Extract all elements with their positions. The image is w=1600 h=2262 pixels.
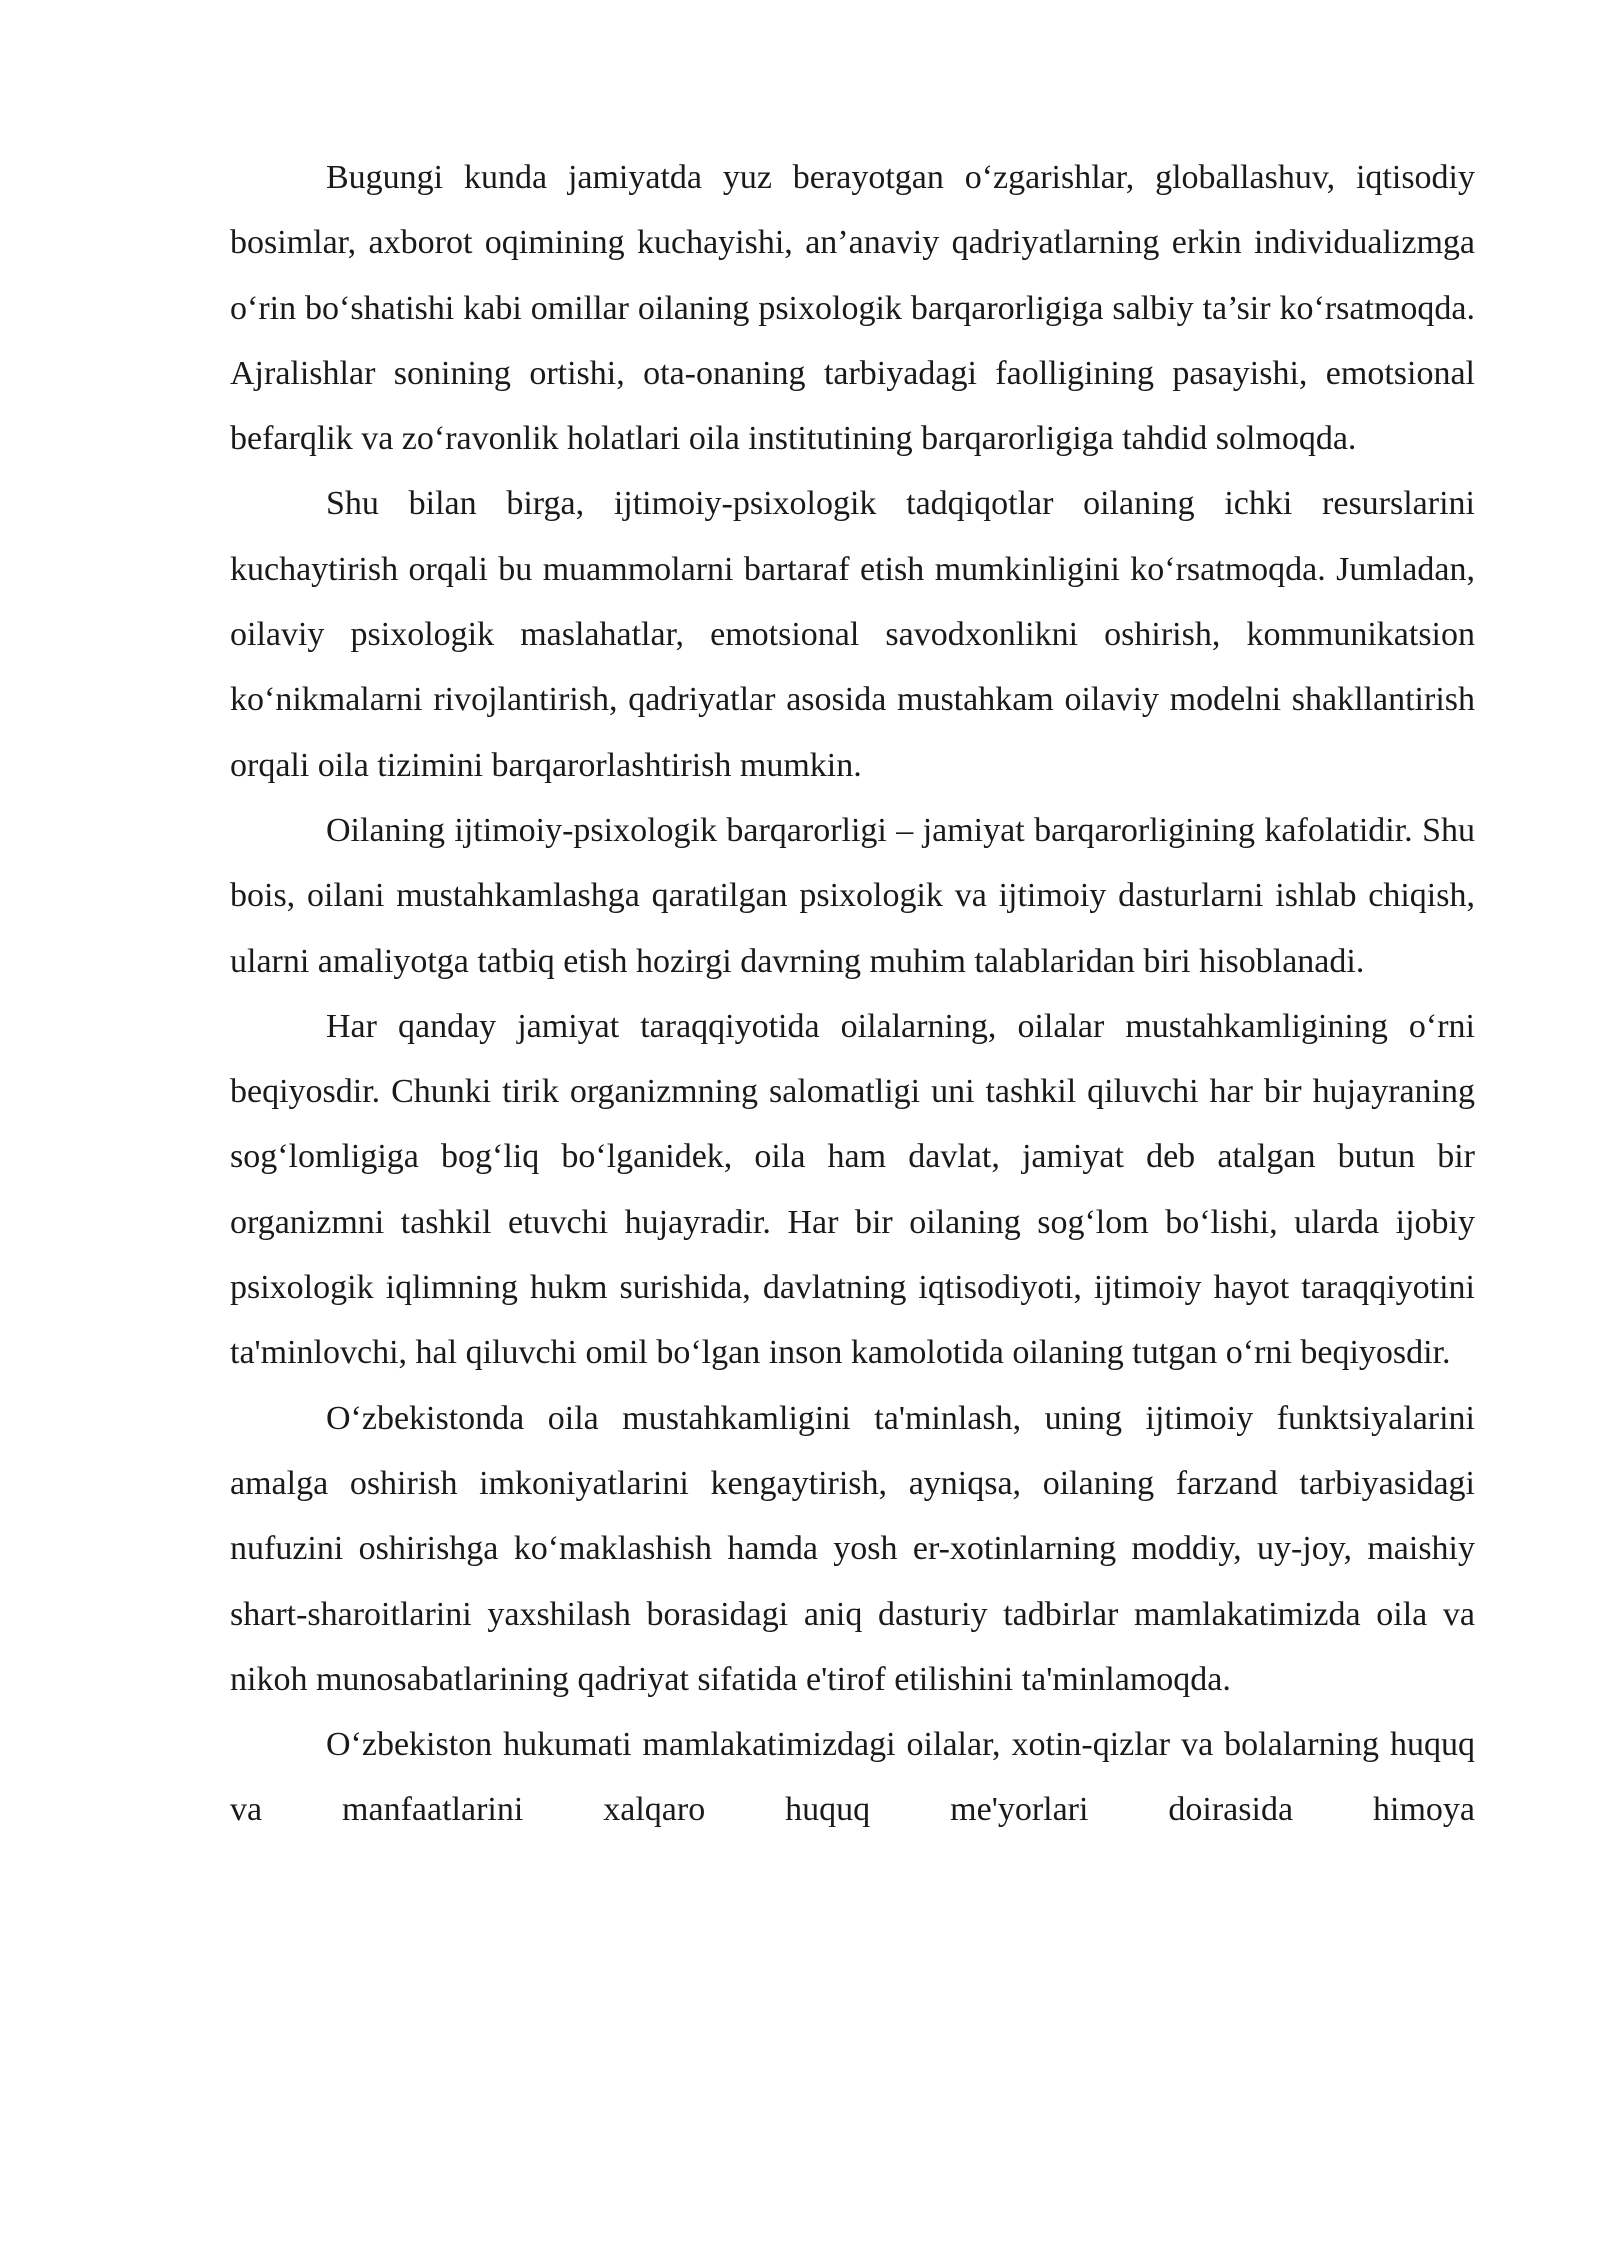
paragraph-1: Bugungi kunda jamiyatda yuz berayotgan o‘zgarishlar, globallashuv, iqtisodiy bosimlar, axborot oqimining kuchayishi, an’anaviy qadriyatlarning erkin individualizmga o‘rin bo‘shatishi kabi omillar oilaning psixologik barqarorligiga salbiy ta’sir ko‘rsatmoqda. Ajralishlar sonining ortishi, ota-onaning tarbiyadagi faolligining pasayishi, emotsional befarqlik va zo‘ravonlik holatlari oila institutining barqarorligiga tahdid solmoqda. [230,159,1475,458]
paragraph-6: O‘zbekiston hukumati mamlakatimizdagi oilalar, xotin-qizlar va bolalarning huquq va manfaatlarini xalqaro huquq me'yorlari doirasida himoya [230,1726,1475,1829]
document-body [230,145,1475,1843]
paragraph-2: Shu bilan birga, ijtimoiy-psixologik tadqiqotlar oilaning ichki resurslarini kuchaytirish orqali bu muammolarni bartaraf etish mumkinligini ko‘rsatmoqda. Jumladan, oilaviy psixologik maslahatlar, emotsional savodxonlikni oshirish, kommunikatsion ko‘nikmalarni rivojlantirish, qadriyatlar asosida mustahkam oilaviy modelni shakllantirish orqali oila tizimini barqarorlashtirish mumkin. [230,485,1475,784]
paragraph-5: O‘zbekistonda oila mustahkamligini ta'minlash, uning ijtimoiy funktsiyalarini amalga oshirish imkoniyatlarini kengaytirish, ayniqsa, oilaning farzand tarbiyasidagi nufuzini oshirishga ko‘maklashish hamda yosh er-xotinlarning moddiy, uy-joy, maishiy shart-sharoitlarini yaxshilash borasidagi aniq dasturiy tadbirlar mamlakatimizda oila va nikoh munosabatlarining qadriyat sifatida e'tirof etilishini ta'minlamoqda. [230,1399,1475,1698]
paragraph-4: Har qanday jamiyat taraqqiyotida oilalarning, oilalar mustahkamligining o‘rni beqiyosdir. Chunki tirik organizmning salomatligi uni tashkil qiluvchi har bir hujayraning sog‘lomligiga bog‘liq bo‘lganidek, oila ham davlat, jamiyat deb atalgan butun bir organizmni tashkil etuvchi hujayradir. Har bir oilaning sog‘lom bo‘lishi, ularda ijobiy psixologik iqlimning hukm surishida, davlatning iqtisodiyoti, ijtimoiy hayot taraqqiyotini ta'minlovchi, hal qiluvchi omil bo‘lgan inson kamolotida oilaning tutgan o‘rni beqiyosdir. [230,1007,1475,1372]
paragraph-3: Oilaning ijtimoiy-psixologik barqarorligi – jamiyat barqarorligining kafolatidir. Shu bois, oilani mustahkamlashga qaratilgan psixologik va ijtimoiy dasturlarni ishlab chiqish, ularni amaliyotga tatbiq etish hozirgi davrning muhim talablaridan biri hisoblanadi. [230,811,1475,980]
